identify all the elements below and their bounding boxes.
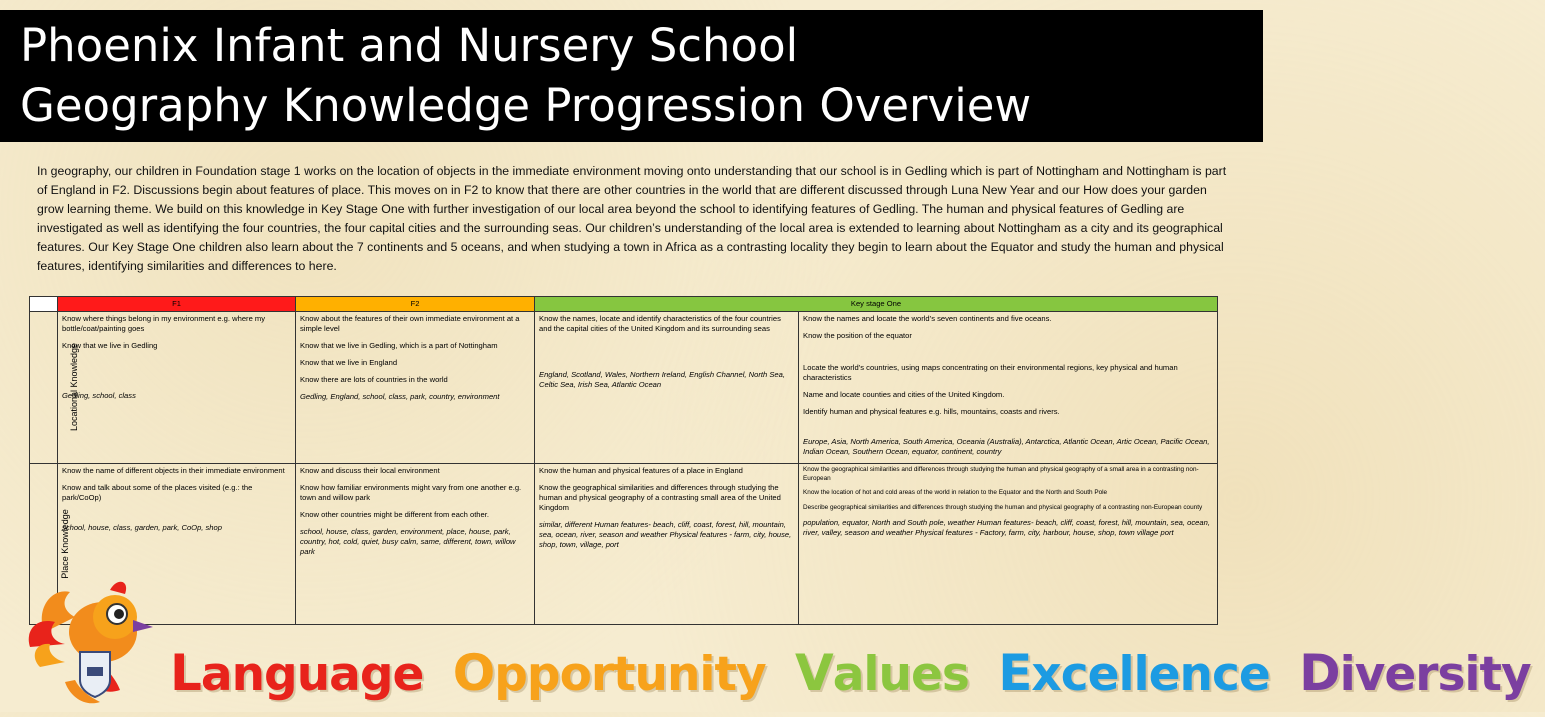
page-title: Phoenix Infant and Nursery School	[20, 19, 799, 72]
cell-place-f2: Know and discuss their local environment Know how familiar environments might vary from one another e.g. town and willow park Know other countries might be different from each other. school, house, class, garden, environment, place, house, park, country, hot, cold, quiet, busy calm, same, different, town, willow park	[296, 464, 535, 625]
cell-locational-f2: Know about the features of their own immediate environment at a simple level Know that we live in Gedling, which is a part of Nottingham Know that we live in England Know there are lots of countries in the world Gedling, England, school, class, park, country, environment	[296, 312, 535, 464]
value-opportunity: Opportunity	[452, 644, 766, 702]
cell-locational-f1: Know where things belong in my environment e.g. where my bottle/coat/painting goes Know that we live in Gedling Gedling, school, class	[58, 312, 296, 464]
row-label-place: Place Knowledge	[30, 464, 58, 625]
cell-locational-ks1-a: Know the names, locate and identify characteristics of the four countries and the capital cities of the United Kingdom and its surrounding seas England, Scotland, Wales, Northern Ireland, English Channel, North Sea, Celtic Sea, Irish Sea, Atlantic Ocean	[535, 312, 799, 464]
value-excellence: Excellence	[998, 644, 1270, 702]
title-banner	[0, 10, 1263, 142]
cell-place-ks1-b: Know the geographical similarities and differences through studying the human and physical geography of a small area in a contrasting non-European Know the location of hot and cold areas of the world in relation to the Equator and the North and South Pole Describe geographical similarities and differences through studying the human and physical geography of a contrasting non-European county population, equator, North and South pole, weather Human features- beach, cliff, coast, forest, hill, mountain, sea, ocean, river, valley, season and weather Physical features - Factory, farm, city, harbour, house, shop, town village port	[799, 464, 1218, 625]
value-diversity: Diversity	[1299, 644, 1531, 702]
cell-locational-ks1-b: Know the names and locate the world’s seven continents and five oceans. Know the position of the equator Locate the world’s countries, using maps concentrating on their environmental regions, key physical and human characteristics Name and locate counties and cities of the United Kingdom. Identify human and physical features e.g. hills, mountains, coasts and rivers. Europe, Asia, North America, South America, Oceania (Australia), Antarctica, Atlantic Ocean, Artic Ocean, Pacific Ocean, Indian Ocean, Southern Ocean, equator, continent, country	[799, 312, 1218, 464]
intro-paragraph: In geography, our children in Foundation stage 1 works on the location of objects in the immediate environment moving onto understanding that our school is in Gedling which is part of Nottingham and Nottingham is part of England in F2. Discussions begin about features of place. This moves on in F2 to know that there are other countries in the world that are different discussed through Luna New Year and our How does your garden grow learning theme. We build on this knowledge in Key Stage One with further investigation of our local area beyond the school to identifying features of Gedling. The human and physical features of Gedling are investigated as well as identifying the four countries, the four capital cities and the surrounding seas. Our children’s understanding of the local area is extended to learning about Nottingham as a city and its geographical features. Our Key Stage One children also learn about the 7 continents and 5 oceans, and when studying a town in Africa as a contrasting locality they begin to learn about the Equator and study the human and physical features, identifying similarities and differences to here.	[37, 164, 1227, 273]
table-header-row	[30, 297, 1218, 312]
page-subtitle: Geography Knowledge Progression Overview	[20, 79, 1032, 132]
values-banner	[170, 640, 1531, 710]
header-f1: F1	[58, 297, 296, 312]
table-row-place	[30, 464, 1218, 625]
row-label-locational: Locational Knowledge	[30, 312, 58, 464]
header-f2: F2	[296, 297, 535, 312]
header-key-stage-one: Key stage One	[535, 297, 1218, 312]
value-values: Values	[795, 644, 969, 702]
header-blank-cell	[30, 297, 58, 312]
value-language: Language	[170, 644, 424, 702]
cell-place-f1: Know the name of different objects in their immediate environment Know and talk about some of the places visited (e.g.: the park/CoOp) school, house, class, garden, park, CoOp, shop	[58, 464, 296, 625]
cell-place-ks1-a: Know the human and physical features of a place in England Know the geographical similarities and differences through studying the human and physical geography of a contrasting small area of the United Kingdom similar, different Human features- beach, cliff, coast, forest, hill, mountain, sea, ocean, river, season and weather Physical features - farm, city, house, shop, town, village, port	[535, 464, 799, 625]
progression-table	[29, 296, 1218, 625]
table-row-locational	[30, 312, 1218, 464]
